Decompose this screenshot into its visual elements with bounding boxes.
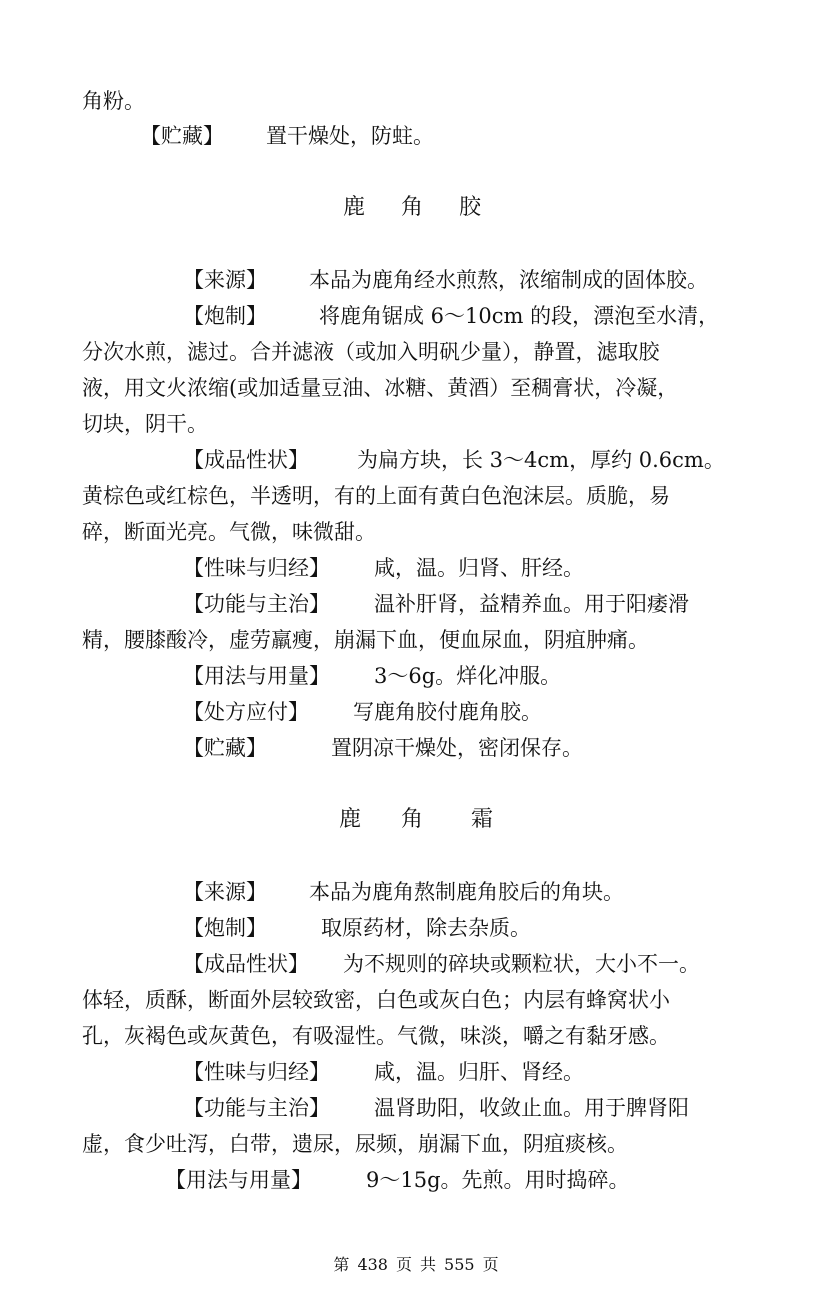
storage-value: 置干燥处，防蛀。 bbox=[266, 124, 434, 148]
title-char: 角 bbox=[401, 807, 424, 832]
footer-di: 第 bbox=[333, 1255, 350, 1274]
taste-value: 咸，温。归肾、肝经。 bbox=[374, 556, 584, 580]
source-label: 【来源】 bbox=[183, 880, 267, 904]
footer-gong: 共 bbox=[420, 1255, 437, 1274]
usage-value: 9～15g。先煎。用时捣碎。 bbox=[366, 1168, 630, 1192]
storage-label: 【贮藏】 bbox=[140, 124, 224, 148]
section-title-lujiaoshuang bbox=[339, 805, 493, 835]
glue-properties-cont: 碎，断面光亮。气微，味微甜。 bbox=[82, 520, 376, 544]
title-char: 霜 bbox=[471, 807, 494, 832]
title-char: 鹿 bbox=[343, 195, 366, 220]
glue-processing-cont: 切块，阴干。 bbox=[82, 412, 208, 436]
source-label: 【来源】 bbox=[183, 268, 267, 292]
glue-properties-line bbox=[183, 445, 725, 475]
glue-processing-cont: 分次水煎，滤过。合并滤液（或加入明矾少量），静置，滤取胶 bbox=[82, 340, 660, 364]
properties-value: 为不规则的碎块或颗粒状，大小不一。 bbox=[343, 952, 700, 976]
taste-label: 【性味与归经】 bbox=[183, 1060, 330, 1084]
usage-value: 3～6g。烊化冲服。 bbox=[374, 664, 562, 688]
glue-function-cont: 精，腰膝酸冷，虚劳羸瘦，崩漏下血，便血尿血，阴疽肿痛。 bbox=[82, 628, 649, 652]
title-char: 鹿 bbox=[339, 807, 362, 832]
frost-function-line bbox=[183, 1093, 689, 1123]
function-label: 【功能与主治】 bbox=[183, 592, 330, 616]
frost-processing-line bbox=[183, 913, 531, 943]
footer-ye: 页 bbox=[482, 1255, 499, 1274]
glue-taste-line bbox=[183, 553, 584, 583]
glue-source-line bbox=[183, 265, 708, 295]
footer-ye: 页 bbox=[395, 1255, 412, 1274]
processing-label: 【炮制】 bbox=[183, 304, 267, 328]
frost-properties-line bbox=[183, 949, 700, 979]
function-value: 温肾助阳，收敛止血。用于脾肾阳 bbox=[374, 1096, 689, 1120]
storage-value: 置阴凉干燥处，密闭保存。 bbox=[331, 736, 583, 760]
function-value: 温补肝肾，益精养血。用于阳痿滑 bbox=[374, 592, 689, 616]
properties-label: 【成品性状】 bbox=[183, 952, 309, 976]
prescription-label: 【处方应付】 bbox=[183, 700, 309, 724]
page-footer bbox=[0, 1254, 832, 1276]
prev-entry-tail: 角粉。 bbox=[82, 89, 145, 113]
processing-label: 【炮制】 bbox=[183, 916, 267, 940]
glue-function-line bbox=[183, 589, 689, 619]
title-char: 胶 bbox=[459, 195, 482, 220]
frost-properties-cont: 孔，灰褐色或灰黄色，有吸湿性。气微，味淡，嚼之有黏牙感。 bbox=[82, 1024, 670, 1048]
function-label: 【功能与主治】 bbox=[183, 1096, 330, 1120]
storage-label: 【贮藏】 bbox=[183, 736, 267, 760]
prev-storage-line bbox=[140, 121, 434, 151]
glue-usage-line bbox=[183, 661, 561, 691]
glue-prescription-line bbox=[183, 697, 542, 727]
taste-label: 【性味与归经】 bbox=[183, 556, 330, 580]
processing-value: 将鹿角锯成 6～10cm 的段，漂泡至水清， bbox=[319, 304, 720, 328]
current-page-number: 438 bbox=[357, 1255, 388, 1274]
frost-usage-line bbox=[165, 1165, 630, 1195]
title-char: 角 bbox=[401, 195, 424, 220]
prescription-value: 写鹿角胶付鹿角胶。 bbox=[353, 700, 542, 724]
frost-properties-cont: 体轻，质酥，断面外层较致密，白色或灰白色；内层有蜂窝状小 bbox=[82, 988, 670, 1012]
source-value: 本品为鹿角经水煎熬，浓缩制成的固体胶。 bbox=[309, 268, 708, 292]
glue-processing-cont: 液，用文火浓缩(或加适量豆油、冰糖、黄酒）至稠膏状，冷凝， bbox=[82, 376, 679, 400]
glue-processing-line bbox=[183, 301, 719, 331]
glue-storage-line bbox=[183, 733, 583, 763]
frost-taste-line bbox=[183, 1057, 584, 1087]
processing-value: 取原药材，除去杂质。 bbox=[321, 916, 531, 940]
usage-label: 【用法与用量】 bbox=[183, 664, 330, 688]
taste-value: 咸，温。归肝、肾经。 bbox=[374, 1060, 584, 1084]
source-value: 本品为鹿角熬制鹿角胶后的角块。 bbox=[309, 880, 624, 904]
glue-properties-cont: 黄棕色或红棕色，半透明，有的上面有黄白色泡沫层。质脆，易 bbox=[82, 484, 670, 508]
usage-label: 【用法与用量】 bbox=[165, 1168, 312, 1192]
section-title-lujiaojiao bbox=[343, 193, 481, 223]
frost-function-cont: 虚，食少吐泻，白带，遗尿，尿频，崩漏下血，阴疽痰核。 bbox=[82, 1132, 628, 1156]
properties-label: 【成品性状】 bbox=[183, 448, 309, 472]
frost-source-line bbox=[183, 877, 624, 907]
total-page-count: 555 bbox=[444, 1255, 475, 1274]
properties-value: 为扁方块，长 3～4cm，厚约 0.6cm。 bbox=[357, 448, 725, 472]
